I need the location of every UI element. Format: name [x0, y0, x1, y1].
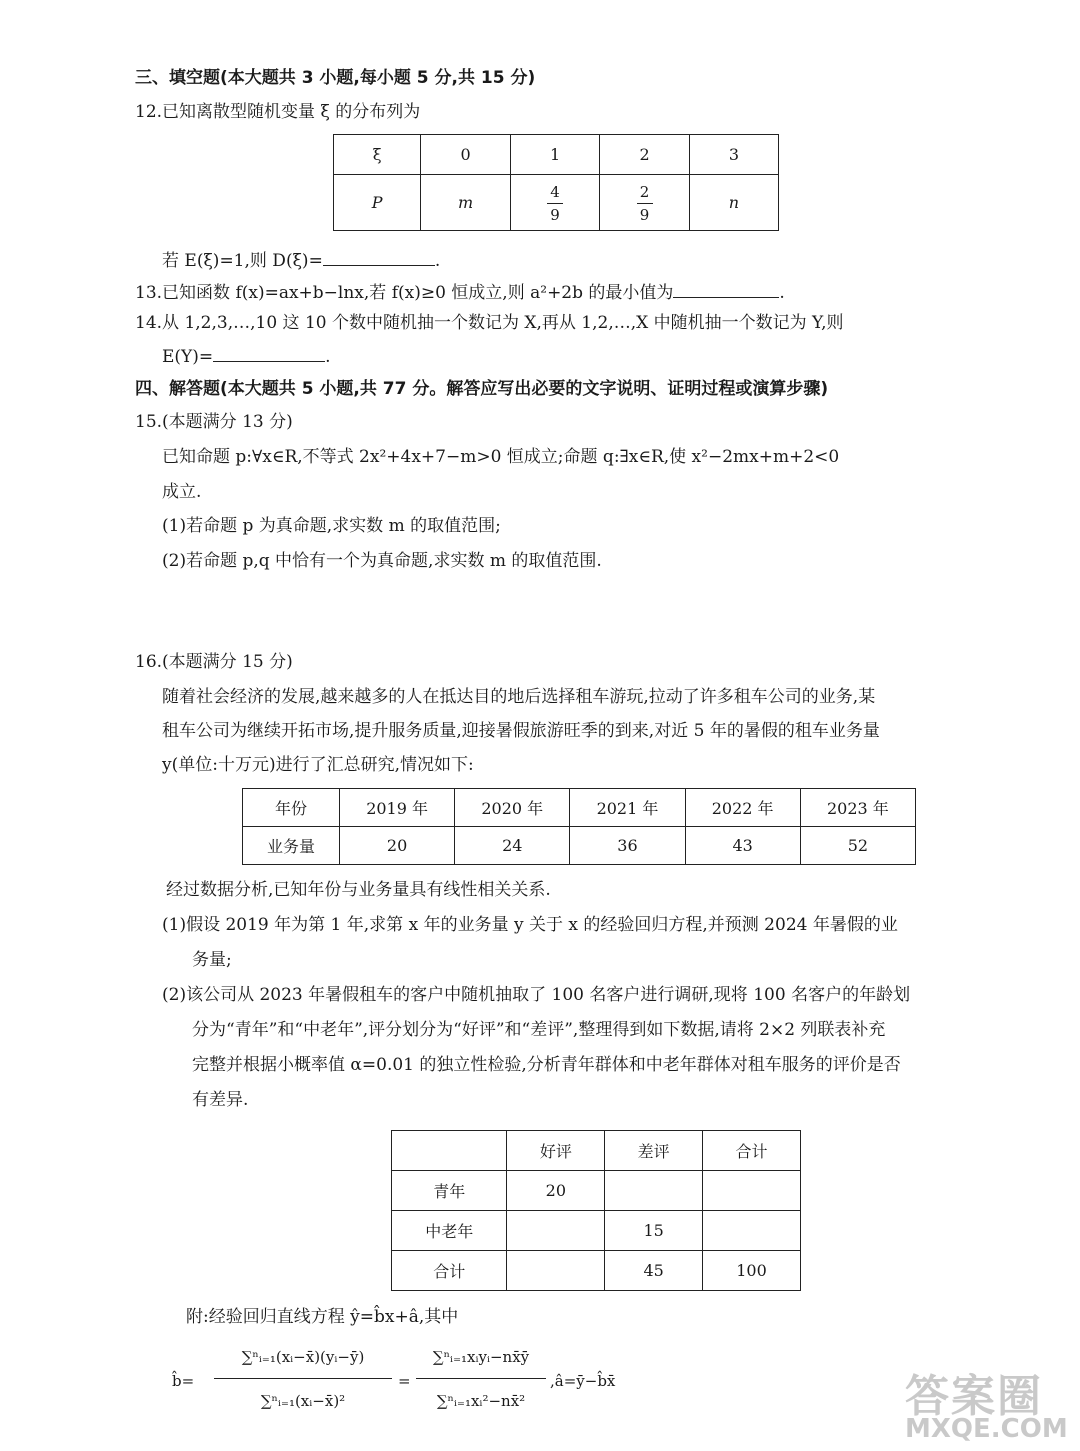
q14-line2 — [162, 343, 331, 369]
table-header: 2020 年 — [455, 789, 570, 827]
table-cell: 20 — [507, 1171, 605, 1211]
q13-text: 13.已知函数 f(x)=ax+b−lnx,若 f(x)≥0 恒成立,则 a²+2b 的最小值为 — [135, 283, 674, 303]
answer-blank — [323, 247, 435, 266]
q16-part2-line2: 分为“青年”和“中老年”,评分划分为“好评”和“差评”,整理得到如下数据,请将 2×2 列联表补充 — [192, 1020, 886, 1040]
table-header: 合计 — [703, 1131, 801, 1171]
table-header: 2023 年 — [800, 789, 915, 827]
q14-line1: 14.从 1,2,3,…,10 这 10 个数中随机抽一个数记为 X,再从 1,2,…,X 中随机抽一个数记为 Y,则 — [135, 313, 844, 333]
table-cell: 100 — [703, 1251, 801, 1291]
q16-title: 16.(本题满分 15 分) — [135, 652, 293, 672]
q16-line1: 随着社会经济的发展,越来越多的人在抵达目的地后选择租车游玩,拉动了许多租车公司的业务,某 — [162, 687, 876, 707]
formula-numerator-2: ∑ⁿᵢ₌₁xᵢyᵢ−nx̄ȳ — [432, 1348, 530, 1366]
table-header — [392, 1131, 507, 1171]
table-header: 好评 — [507, 1131, 605, 1171]
q14-period: . — [325, 347, 331, 367]
table-header: 2021 年 — [570, 789, 685, 827]
table-cell: 20 — [340, 827, 455, 865]
q16-business-table — [242, 788, 916, 865]
q15-part1: (1)若命题 p 为真命题,求实数 m 的取值范围; — [162, 516, 501, 536]
q12-condition: 若 E(ξ)=1,则 D(ξ)= — [162, 251, 323, 271]
q15-line1: 已知命题 p:∀x∈R,不等式 2x²+4x+7−m>0 恒成立;命题 q:∃x∈R,使 x²−2mx+m+2<0 — [162, 447, 840, 467]
q16-part2-line1: (2)该公司从 2023 年暑假租车的客户中随机抽取了 100 名客户进行调研,现将 100 名客户的年龄划 — [162, 985, 911, 1005]
formula-equals: = — [398, 1372, 411, 1390]
q13-period: . — [779, 283, 785, 303]
table-cell — [600, 175, 690, 231]
q16-part1-line1: (1)假设 2019 年为第 1 年,求第 x 年的业务量 y 关于 x 的经验回归方程,并预测 2024 年暑假的业 — [162, 915, 898, 935]
fraction — [637, 183, 653, 224]
regression-formula — [172, 1348, 642, 1428]
q16-line3: y(单位:十万元)进行了汇总研究,情况如下: — [162, 755, 474, 775]
q15-title: 15.(本题满分 13 分) — [135, 412, 293, 432]
q15-part2: (2)若命题 p,q 中恰有一个为真命题,求实数 m 的取值范围. — [162, 551, 602, 571]
fraction-numerator: 4 — [550, 182, 560, 201]
formula-b-hat: b̂= — [172, 1372, 195, 1390]
table-cell: ξ — [334, 135, 421, 175]
q16-part1-line2: 务量; — [192, 950, 232, 970]
fraction-denominator: 9 — [639, 205, 650, 224]
table-header: 年份 — [243, 789, 340, 827]
q14-expectation: E(Y)= — [162, 347, 214, 367]
q16-appendix: 附:经验回归直线方程 ŷ=b̂x+â,其中 — [186, 1307, 459, 1327]
table-cell — [507, 1251, 605, 1291]
table-cell: n — [689, 175, 778, 231]
table-header: 差评 — [605, 1131, 703, 1171]
table-cell: 45 — [605, 1251, 703, 1291]
table-cell: 3 — [689, 135, 778, 175]
watermark-logo: 答案圈 — [905, 1371, 1043, 1422]
watermark-url: MXQE.COM — [905, 1414, 1068, 1444]
section-three-header: 三、填空题(本大题共 3 小题,每小题 5 分,共 15 分) — [135, 68, 536, 88]
table-cell — [507, 1211, 605, 1251]
table-cell: 1 — [510, 135, 600, 175]
table-cell: m — [421, 175, 510, 231]
section-four-header: 四、解答题(本大题共 5 小题,共 77 分。解答应写出必要的文字说明、证明过程或演算步骤) — [135, 379, 829, 399]
table-cell: 青年 — [392, 1171, 507, 1211]
table-cell — [605, 1171, 703, 1211]
q12-stem: 12.已知离散型随机变量 ξ 的分布列为 — [135, 102, 421, 122]
table-cell: P — [334, 175, 421, 231]
table-header: 2022 年 — [685, 789, 800, 827]
answer-blank — [213, 343, 325, 362]
q12-condition-line — [162, 247, 440, 273]
table-cell — [703, 1171, 801, 1211]
table-cell: 24 — [455, 827, 570, 865]
table-cell: 36 — [570, 827, 685, 865]
q16-line4: 经过数据分析,已知年份与业务量具有线性相关关系. — [166, 880, 551, 900]
q16-contingency-table — [391, 1130, 801, 1291]
q15-line2: 成立. — [162, 482, 202, 502]
q12-period: . — [434, 251, 441, 271]
fraction-bar — [214, 1378, 392, 1379]
table-cell — [703, 1211, 801, 1251]
fraction-numerator: 2 — [639, 182, 650, 201]
fraction — [547, 183, 563, 224]
formula-numerator-1: ∑ⁿᵢ₌₁(xᵢ−x̄)(yᵢ−ȳ) — [241, 1348, 365, 1366]
table-cell: 中老年 — [392, 1211, 507, 1251]
answer-blank — [673, 279, 779, 298]
q16-part2-line4: 有差异. — [192, 1090, 249, 1110]
formula-denominator-1: ∑ⁿᵢ₌₁(xᵢ−x̄)² — [260, 1392, 346, 1410]
table-cell: 15 — [605, 1211, 703, 1251]
table-cell: 52 — [800, 827, 915, 865]
table-cell: 合计 — [392, 1251, 507, 1291]
formula-a-hat: ,â=ȳ−b̂x̄ — [550, 1372, 616, 1390]
table-cell — [510, 175, 600, 231]
table-cell: 43 — [685, 827, 800, 865]
fraction-denominator: 9 — [550, 205, 560, 224]
fraction-bar — [416, 1378, 546, 1379]
table-cell: 2 — [600, 135, 690, 175]
q12-distribution-table — [333, 134, 779, 231]
table-header: 2019 年 — [340, 789, 455, 827]
q16-part2-line3: 完整并根据小概率值 α=0.01 的独立性检验,分析青年群体和中老年群体对租车服务的评价是否 — [192, 1055, 901, 1075]
formula-denominator-2: ∑ⁿᵢ₌₁xᵢ²−nx̄² — [436, 1392, 526, 1410]
q16-line2: 租车公司为继续开拓市场,提升服务质量,迎接暑假旅游旺季的到来,对近 5 年的暑假的租车业务量 — [162, 721, 880, 741]
q13-line — [135, 279, 785, 305]
table-cell: 业务量 — [243, 827, 340, 865]
table-cell: 0 — [421, 135, 510, 175]
